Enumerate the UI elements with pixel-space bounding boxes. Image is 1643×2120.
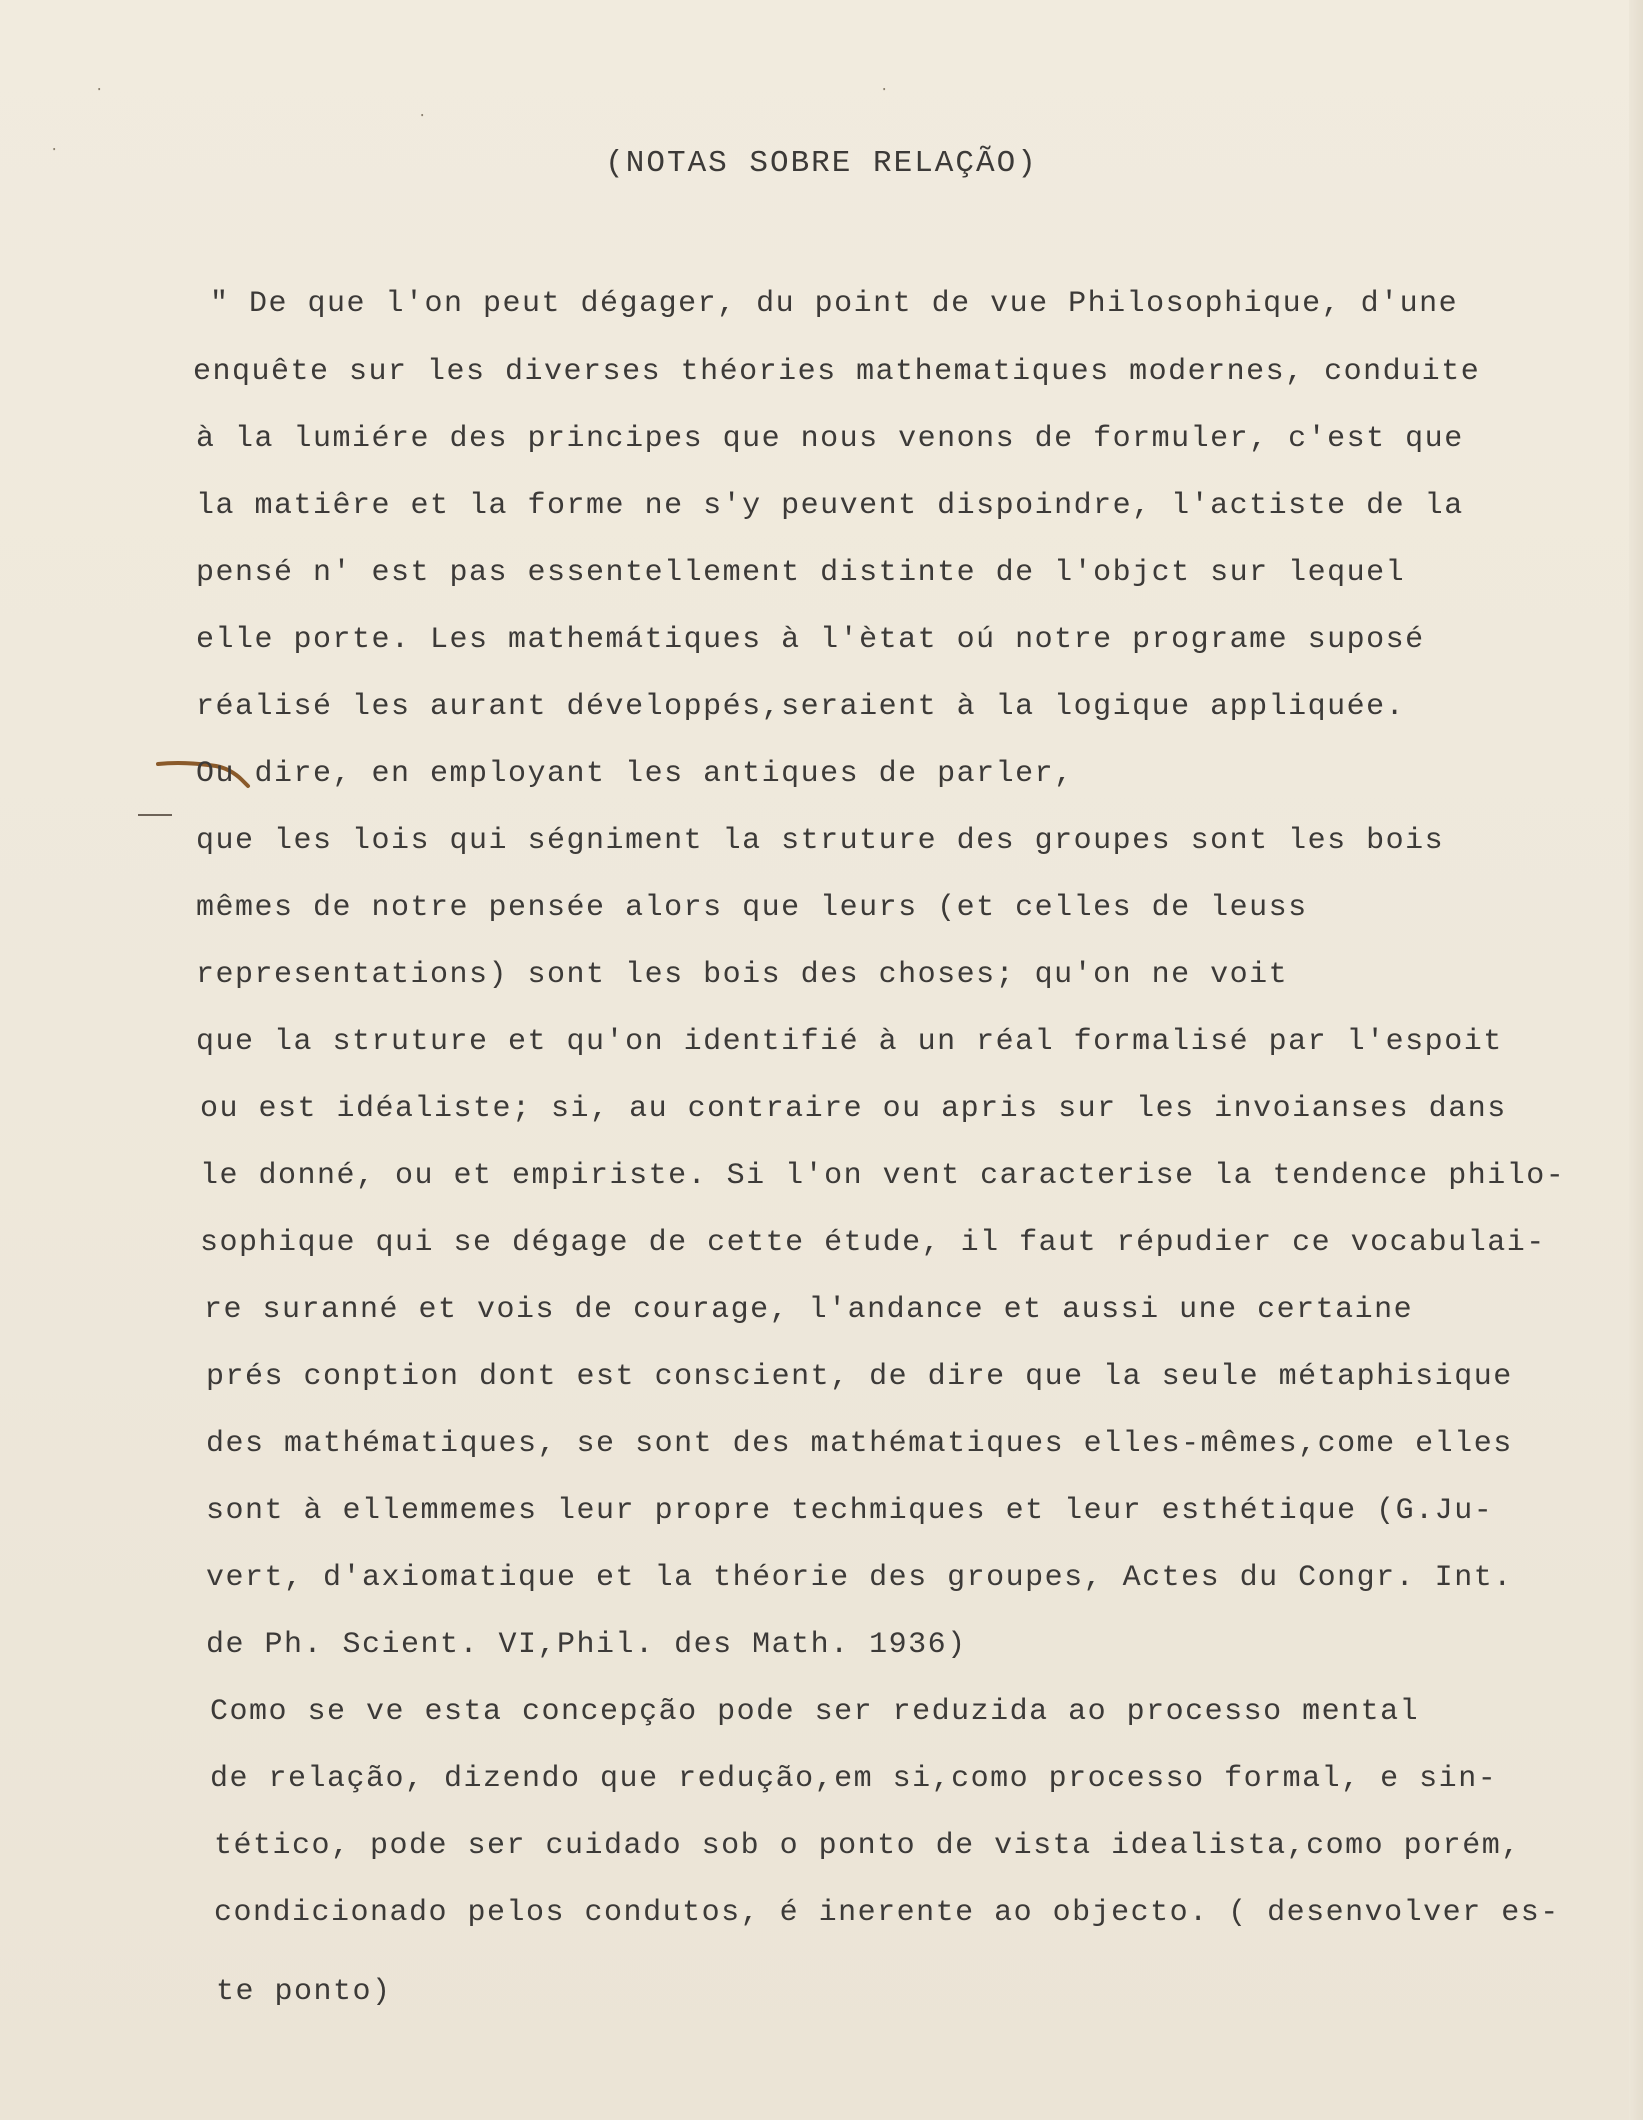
text-line: que la struture et qu'on identifié à un réal formalisé par l'espoit: [196, 1025, 1503, 1059]
text-line: Como se ve esta concepção pode ser reduzida ao processo mental: [210, 1695, 1420, 1729]
page-title: (NOTAS SOBRE RELAÇÃO): [605, 146, 1038, 181]
text-line: re suranné et vois de courage, l'andance et aussi une certaine: [204, 1293, 1414, 1327]
text-line: la matiêre et la forme ne s'y peuvent dispoindre, l'actiste de la: [196, 489, 1464, 523]
text-line: tético, pode ser cuidado sob o ponto de vista idealista,como porém,: [214, 1829, 1521, 1863]
paper-speck: ⋅: [418, 109, 427, 125]
text-line: sont à ellemmemes leur propre techmiques et leur esthétique (G.Ju-: [206, 1494, 1494, 1528]
text-line: te ponto): [216, 1975, 392, 2009]
text-line: de relação, dizendo que redução,em si,como processo formal, e sin-: [210, 1762, 1498, 1796]
text-line: sophique qui se dégage de cette étude, il faut répudier ce vocabulai-: [200, 1226, 1546, 1260]
paper-speck: ⋅: [50, 143, 59, 159]
text-line: le donné, ou et empiriste. Si l'on vent caracterise la tendence philo-: [200, 1159, 1566, 1193]
text-line: mêmes de notre pensée alors que leurs (et celles de leuss: [196, 891, 1308, 925]
text-line: " De que l'on peut dégager, du point de vue Philosophique, d'une: [210, 287, 1459, 321]
text-line: Ou dire, en employant les antiques de parler,: [196, 757, 1074, 791]
text-line: representations) sont les bois des choses; qu'on ne voit: [196, 958, 1289, 992]
text-line: réalisé les aurant développés,seraient à la logique appliquée.: [196, 690, 1406, 724]
text-line: ou est idéaliste; si, au contraire ou apris sur les invoianses dans: [200, 1092, 1507, 1126]
text-line: pensé n' est pas essentellement distinte de l'objct sur lequel: [196, 556, 1406, 590]
text-line: condicionado pelos condutos, é inerente ao objecto. ( desenvolver es-: [214, 1896, 1560, 1930]
margin-dash: [138, 814, 172, 816]
text-line: elle porte. Les mathemátiques à l'ètat oú notre programe suposé: [196, 623, 1425, 657]
paper-edge: [1629, 0, 1643, 2120]
text-line: que les lois qui ségniment la struture des groupes sont les bois: [196, 824, 1445, 858]
paper-speck: ⋅: [95, 83, 104, 99]
paper-speck: ⋅: [880, 83, 889, 99]
text-line: enquête sur les diverses théories mathematiques modernes, conduite: [193, 355, 1481, 389]
text-line: des mathématiques, se sont des mathématiques elles-mêmes,come elles: [206, 1427, 1513, 1461]
text-line: vert, d'axiomatique et la théorie des groupes, Actes du Congr. Int.: [206, 1561, 1513, 1595]
text-line: prés conption dont est conscient, de dire que la seule métaphisique: [206, 1360, 1513, 1394]
text-line: de Ph. Scient. VI,Phil. des Math. 1936): [206, 1628, 967, 1662]
text-line: à la lumiére des principes que nous venons de formuler, c'est que: [196, 422, 1464, 456]
